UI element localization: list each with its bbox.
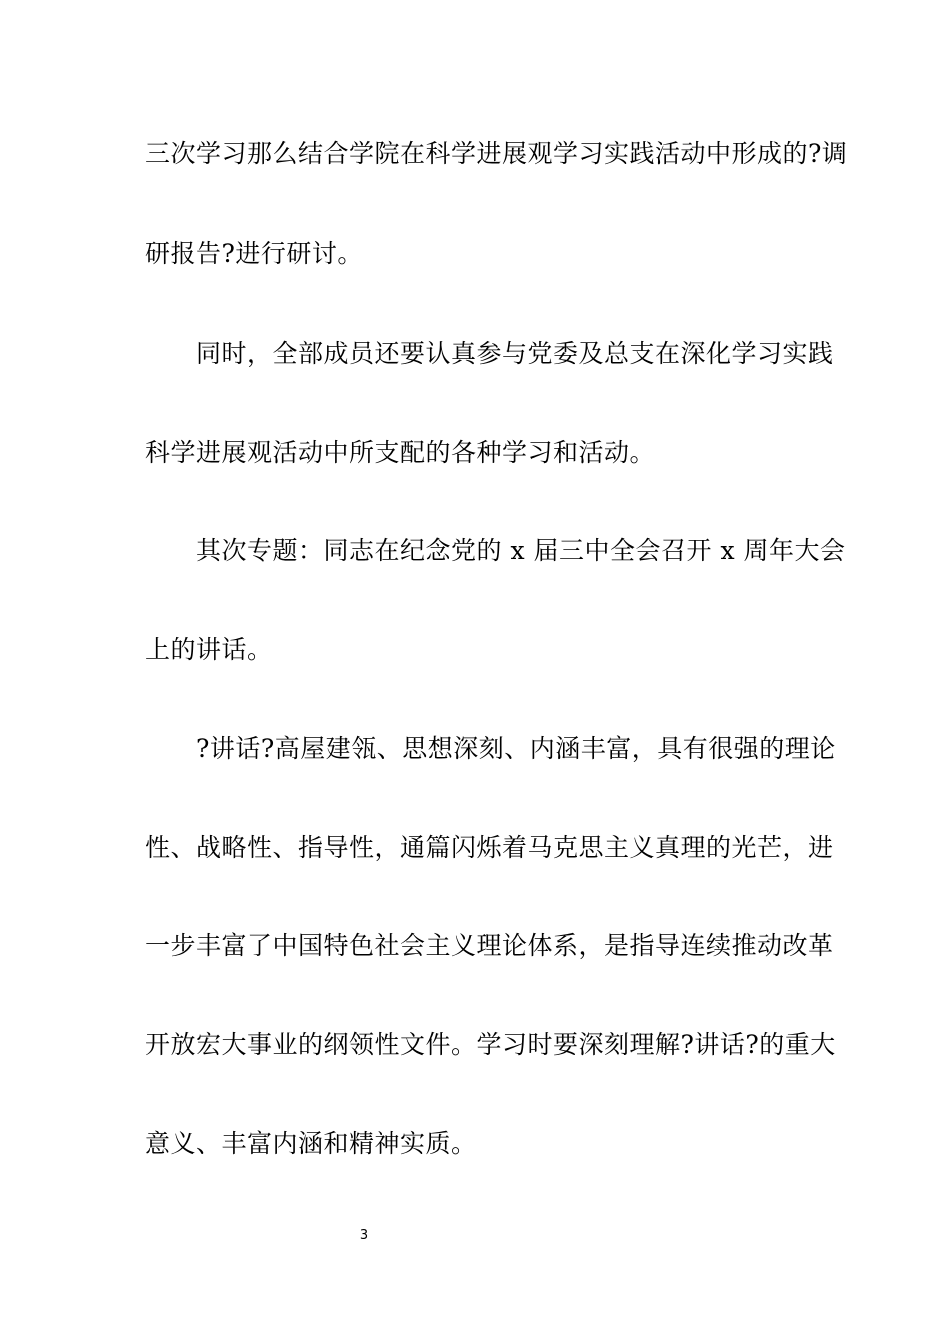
text-line: 同时，全部成员还要认真参与党委及总支在深化学习实践	[145, 339, 834, 368]
text-line: 性、战略性、指导性，通篇闪烁着马克思主义真理的光芒，进	[145, 833, 834, 862]
text-line: 其次专题：同志在纪念党的 x 届三中全会召开 x 周年大会	[145, 536, 846, 565]
page-number: 3	[359, 1228, 369, 1243]
text-line: 开放宏大事业的纲领性文件。学习时要深刻理解?讲话?的重大	[145, 1030, 836, 1059]
text-line: 一步丰富了中国特色社会主义理论体系，是指导连续推动改革	[145, 931, 834, 960]
text-line: 研报告?进行研讨。	[145, 239, 363, 268]
text-line: 意义、丰富内涵和精神实质。	[145, 1129, 477, 1158]
text-line: 科学进展观活动中所支配的各种学习和活动。	[145, 438, 656, 467]
text-line: ?讲话?高屋建瓴、思想深刻、内涵丰富，具有很强的理论	[145, 734, 836, 763]
text-line: 上的讲话。	[145, 635, 273, 664]
text-line: 三次学习那么结合学院在科学进展观学习实践活动中形成的?调	[145, 139, 848, 168]
